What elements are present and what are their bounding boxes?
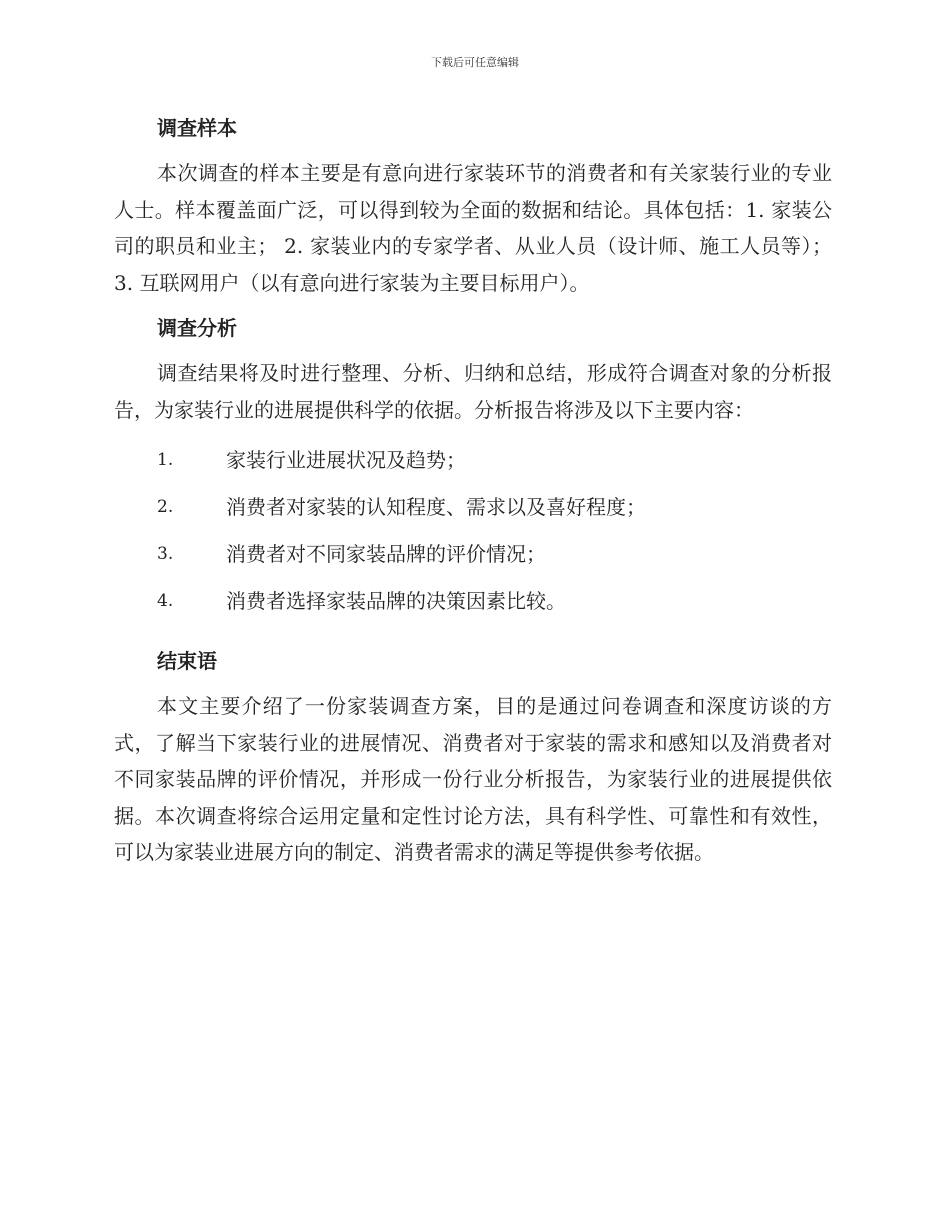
- section-heading-analysis: 调查分析: [157, 316, 237, 340]
- list-item-text: 家装行业进展状况及趋势；: [226, 448, 466, 472]
- list-item: [114, 492, 832, 539]
- section-heading-sample: 调查样本: [157, 116, 237, 140]
- section-paragraph-sample: 本次调查的样本主要是有意向进行家装环节的消费者和有关家装行业的专业人士。样本覆盖面广泛，可以得到较为全面的数据和结论。具体包括：1. 家装公司的职员和业主； 2. 家装业内的专家学者、从业人员（设计师、施工人员等）； 3. 互联网用户（以有意向进行家装为主要目标用户）。: [114, 161, 832, 295]
- section-paragraph-conclusion: 本文主要介绍了一份家装调查方案，目的是通过问卷调查和深度访谈的方式，了解当下家装行业的进展情况、消费者对于家装的需求和感知以及消费者对不同家装品牌的评价情况，并形成一份行业分析报告，为家装行业的进展提供依据。本次调查将综合运用定量和定性讨论方法，具有科学性、可靠性和有效性，可以为家装业进展方向的制定、消费者需求的满足等提供参考依据。: [114, 694, 832, 864]
- analysis-list: [114, 445, 832, 633]
- section-paragraph-analysis: 调查结果将及时进行整理、分析、归纳和总结，形成符合调查对象的分析报告，为家装行业的进展提供科学的依据。分析报告将涉及以下主要内容：: [114, 361, 832, 422]
- document-body: [114, 110, 832, 871]
- list-item-number: 3.: [157, 544, 174, 564]
- list-item-number: 4.: [157, 591, 174, 611]
- list-item-text: 消费者对家装的认知程度、需求以及喜好程度；: [226, 495, 646, 519]
- section-heading-conclusion: 结束语: [157, 649, 217, 673]
- page-header: 下载后可任意编辑: [431, 56, 519, 69]
- list-item: [114, 445, 832, 492]
- list-item-number: 2.: [157, 497, 174, 517]
- list-item: [114, 586, 832, 633]
- list-item-text: 消费者选择家装品牌的决策因素比较。: [226, 589, 566, 613]
- list-item-text: 消费者对不同家装品牌的评价情况；: [226, 542, 546, 566]
- list-item-number: 1.: [157, 450, 174, 470]
- list-item: [114, 539, 832, 586]
